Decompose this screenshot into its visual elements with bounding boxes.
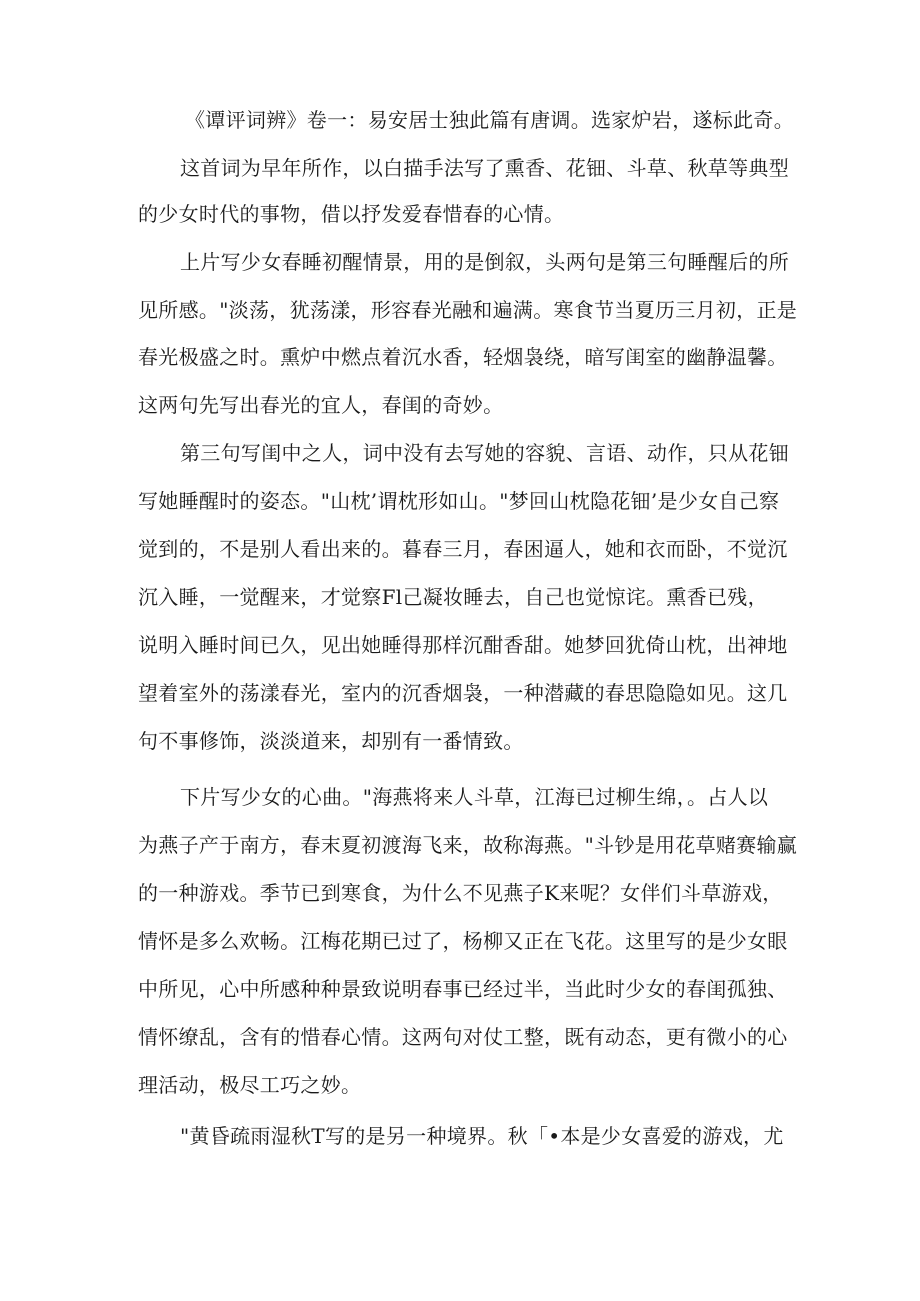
text-line: 觉到的，不是别人看出来的。暮春三月，春困逼人，她和衣而卧，不觉沉: [138, 537, 788, 561]
text-line: 说明入睡时间已久，见出她睡得那样沉酣香甜。她梦回犹倚山枕，出神地: [138, 633, 788, 657]
text-line: 下片写少女的心曲。"海燕将来人斗草，江海已过柳生绵，。占人以: [180, 785, 769, 809]
text-line: 沉入睡，一觉醒来，才觉察Fl己凝妆睡去，自己也觉惊诧。熏香已残，: [138, 585, 768, 609]
text-line: 情怀是多么欢畅。江梅花期已过了，杨柳又正在飞花。这里写的是少女眼: [138, 929, 788, 953]
text-line: 写她睡醒时的姿态。"山枕’谓枕形如山。"梦回山枕隐花钿’是少女自己察: [138, 489, 780, 513]
text-line: 理活动，极尽工巧之妙。: [138, 1073, 362, 1097]
text-line: 为燕子产于南方，春末夏初渡海飞来，故称海燕。"斗钞是用花草赌赛输赢: [138, 833, 798, 857]
text-line: 见所感。"淡荡，犹荡漾，形容春光融和遍满。寒食节当夏历三月初，正是: [138, 298, 798, 322]
text-line: 的一种游戏。季节已到寒食，为什么不见燕子K来呢？女伴们斗草游戏，: [138, 881, 783, 905]
text-line: 的少女时代的事物，借以抒发爱春惜春的心情。: [138, 202, 565, 226]
text-line: 句不事修饰，淡淡道来，却别有一番情致。: [138, 729, 524, 753]
text-line: "黄昏疏雨湿秋T写的是另一种境界。秋「•本是少女喜爱的游戏，尤: [180, 1124, 784, 1148]
text-line: 这首词为早年所作，以白描手法写了熏香、花钿、斗草、秋草等典型: [180, 156, 789, 180]
text-line: 中所见，心中所感种种景致说明春事已经过半，当此时少女的春闺孤独、: [138, 977, 788, 1001]
text-line: 《谭评词辨》卷一：易安居士独此篇有唐调。选家炉岩，遂标此奇。: [185, 108, 794, 132]
text-line: 春光极盛之时。熏炉中燃点着沉水香，轻烟袅绕，暗写闺室的幽静温馨。: [138, 345, 788, 369]
text-line: 上片写少女春睡初醒情景，用的是倒叙，头两句是第三句睡醒后的所: [180, 250, 789, 274]
text-line: 第三句写闺中之人，词中没有去写她的容貌、言语、动作，只从花钿: [180, 441, 789, 465]
text-line: 这两句先写出春光的宜人，春闺的奇妙。: [138, 393, 504, 417]
text-line: 情怀缭乱，含有的惜春心情。这两句对仗工整，既有动态，更有微小的心: [138, 1025, 788, 1049]
text-line: 望着室外的荡漾春光，室内的沉香烟袅，一种潜藏的春思隐隐如见。这几: [138, 681, 788, 705]
